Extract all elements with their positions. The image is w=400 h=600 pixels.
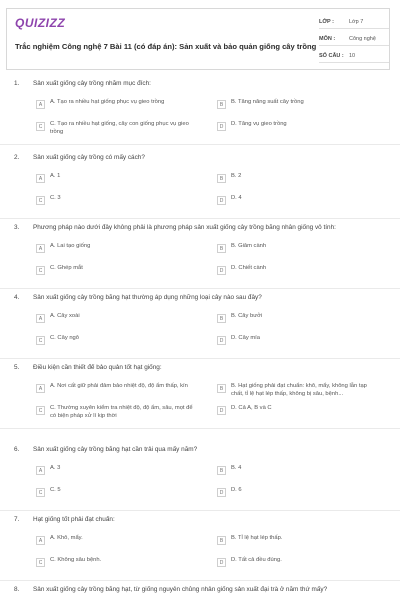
option-letter-box: C [36,336,45,345]
answer-option[interactable] [36,243,196,253]
answer-option[interactable] [217,173,377,183]
option-letter-box: C [36,266,45,275]
answer-option[interactable] [36,405,196,420]
question-text: Sản xuất giống cây trồng bằng hạt, từ giống nguyên chủng nhân giống sản xuất đại trà ở năm thứ mấy? [33,586,328,593]
question-number: 5. [14,364,20,371]
answer-option[interactable] [36,557,196,567]
option-text: C. Thường xuyên kiểm tra nhiệt độ, độ ẩm, sâu, mọt để có biện pháp xử lí kịp thời [50,405,193,419]
answer-option[interactable] [36,465,196,475]
answer-option[interactable] [217,335,377,345]
option-letter-box: A [36,466,45,475]
meta-row-count [319,49,389,63]
question-text: Sản xuất giống cây trồng bằng hạt cần trải qua mấy năm? [33,446,198,453]
answer-option[interactable] [36,335,196,345]
option-letter-box: A [36,100,45,109]
option-letter-box: B [217,314,226,323]
question-number: 1. [14,80,20,87]
question-divider [0,510,400,511]
option-letter-box: C [36,488,45,497]
option-text: D. Chiết cành [231,265,267,271]
option-letter-box: B [217,384,226,393]
option-letter-box: C [36,196,45,205]
option-letter-box: D [217,406,226,415]
option-text: A. Khô, mẩy. [50,535,83,541]
answer-option[interactable] [36,121,196,136]
answer-option[interactable] [217,313,377,323]
option-text: A. 1 [50,173,61,179]
option-letter-box: D [217,558,226,567]
answer-option[interactable] [217,195,377,205]
option-letter-box: C [36,406,45,415]
question-text: Điều kiện cần thiết để bảo quản tốt hạt giống: [33,364,162,371]
option-text: D. Cả A, B và C [231,405,272,411]
option-letter-box: B [217,466,226,475]
option-letter-box: B [217,536,226,545]
question-number: 3. [14,224,20,231]
option-text: B. Giâm cành [231,243,267,249]
option-text: A. Tạo ra nhiều hạt giống phục vụ gieo trồng [50,99,165,105]
option-text: D. 6 [231,487,242,493]
answer-option[interactable] [217,405,377,415]
worksheet-meta [319,15,389,66]
option-text: A. 3 [50,465,61,471]
question-divider [0,580,400,581]
meta-value: Lớp 7 [349,18,364,25]
option-text: B. 2 [231,173,242,179]
option-text: B. Tỉ lệ hạt lép thấp. [231,535,283,541]
worksheet-header [6,8,390,70]
answer-option[interactable] [36,487,196,497]
option-letter-box: A [36,174,45,183]
question-text: Sản xuất giống cây trồng bằng hạt thường áp dụng những loại cây nào sau đây? [33,294,262,301]
option-letter-box: C [36,558,45,567]
option-text: C. 3 [50,195,61,201]
option-letter-box: D [217,488,226,497]
meta-key: LỚP : [319,18,334,25]
option-text: B. Cây bưởi [231,313,263,319]
option-letter-box: B [217,174,226,183]
option-letter-box: A [36,244,45,253]
question-divider [0,428,400,429]
option-letter-box: B [217,244,226,253]
answer-option[interactable] [217,383,377,398]
option-text: D. 4 [231,195,242,201]
option-letter-box: B [217,100,226,109]
meta-key: MÔN : [319,35,336,42]
option-letter-box: C [36,122,45,131]
option-text: A. Cây xoài [50,313,80,319]
question-text: Hạt giống tốt phải đạt chuẩn: [33,516,115,523]
option-letter-box: D [217,122,226,131]
option-text: D. Tăng vụ gieo trồng [231,121,287,127]
question-divider [0,218,400,219]
answer-option[interactable] [36,265,196,275]
option-letter-box: D [217,196,226,205]
option-text: C. Cây ngô [50,335,79,341]
question-divider [0,144,400,145]
question-number: 8. [14,586,20,593]
answer-option[interactable] [36,173,196,183]
answer-option[interactable] [217,121,377,131]
meta-row-subject [319,32,389,46]
option-text: D. Tất cả đều đúng. [231,557,282,563]
option-text: D. Cây mía [231,335,260,341]
answer-option[interactable] [36,99,196,109]
answer-option[interactable] [36,313,196,323]
question-number: 6. [14,446,20,453]
option-letter-box: A [36,314,45,323]
option-letter-box: D [217,336,226,345]
question-number: 7. [14,516,20,523]
question-divider [0,358,400,359]
option-letter-box: D [217,266,226,275]
answer-option[interactable] [217,265,377,275]
option-text: C. Tạo ra nhiều hạt giống, cây con giống phục vụ gieo trồng [50,121,189,135]
question-text: Sản xuất giống cây trồng có mấy cách? [33,154,145,161]
answer-option[interactable] [217,557,377,567]
answer-option[interactable] [36,383,196,393]
answer-option[interactable] [217,99,377,109]
option-text: C. 5 [50,487,61,493]
meta-value: Công nghệ [349,35,376,42]
option-text: C. Ghép mắt [50,265,83,271]
option-letter-box: A [36,384,45,393]
answer-option[interactable] [36,195,196,205]
question-divider [0,288,400,289]
answer-option[interactable] [36,535,196,545]
question-text: Sản xuất giống cây trồng nhằm mục đích: [33,80,151,87]
meta-value: 10 [349,52,356,59]
page-title: Trắc nghiệm Công nghệ 7 Bài 11 (có đáp án): Sản xuất và bảo quản giống cây trồng [15,42,317,51]
question-number: 4. [14,294,20,301]
answer-option[interactable] [217,465,377,475]
answer-option[interactable] [217,487,377,497]
quizizz-logo: QUIZIZZ [15,16,66,30]
option-text: B. 4 [231,465,242,471]
meta-key: SỐ CÂU : [319,52,344,59]
option-text: B. Tăng năng suất cây trồng [231,99,304,105]
option-text: B. Hạt giống phải đạt chuẩn: khô, mẩy, không lẫn tạp chất, tỉ lệ hạt lép thấp, không bị sâu, bệnh... [231,383,367,397]
option-text: C. Không sâu bệnh. [50,557,102,563]
option-text: A. Nơi cất giữ phải đảm bảo nhiệt độ, độ ẩm thấp, kín [50,383,188,389]
answer-option[interactable] [217,535,377,545]
answer-option[interactable] [217,243,377,253]
meta-row-class [319,15,389,29]
option-text: A. Lai tạo giống [50,243,91,249]
option-letter-box: A [36,536,45,545]
question-number: 2. [14,154,20,161]
question-text: Phương pháp nào dưới đây không phải là phương pháp sản xuất giống cây trồng bằng nhân giống vô tính: [33,224,336,231]
